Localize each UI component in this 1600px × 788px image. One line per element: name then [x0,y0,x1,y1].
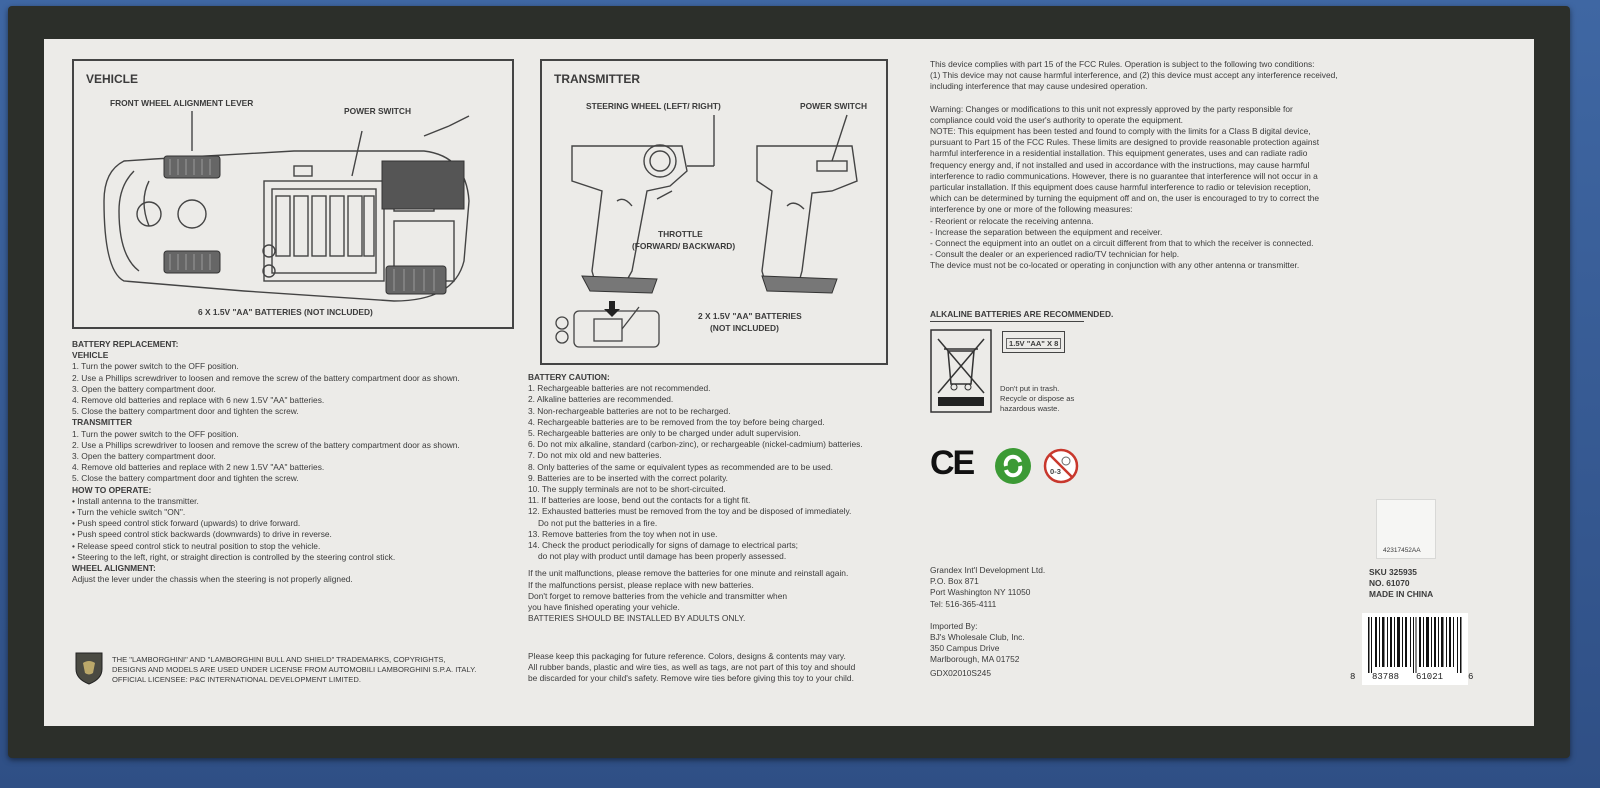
fcc-line: This device complies with part 15 of the FCC Rules. Operation is subject to the following two conditions: [930,59,1315,69]
fcc-line: NOTE: This equipment has been tested and found to comply with the limits for a Class B digital device, [930,126,1311,137]
operate-step: • Turn the vehicle switch "ON". [72,507,186,518]
how-to-operate-steps [72,496,460,563]
fcc-line: frequency energy and, if not installed and used in accordance with the instructions, may cause harmful [930,159,1310,170]
fcc-line: Warning: Changes or modifications to this unit not expressly approved by the party responsible for [930,103,1293,114]
caution-item: 14. Check the product periodically for signs of damage to electrical parts; [528,540,798,551]
operate-step: • Release speed control stick to neutral position to stop the vehicle. [72,540,321,551]
malfunction-notes [528,568,863,624]
fcc-line: The device must not be co-located or operating in conjunction with any other antenna or transmitter. [930,260,1300,271]
throttle-label: THROTTLE [658,229,703,239]
caution-item: 1. Rechargeable batteries are not recommended. [528,383,711,394]
transmitter-panel [540,59,888,365]
transmitter-battery-drawing [554,299,664,349]
age-warning-text: 0-3 [1050,467,1061,476]
importer-line: 350 Campus Drive [930,643,1000,654]
trademark-line: DESIGNS AND MODELS ARE USED UNDER LICENSE FROM AUTOMOBILI LAMBORGHINI S.P.A. ITALY. [112,665,477,674]
wheel-alignment-heading: WHEEL ALIGNMENT: [72,563,156,574]
sku-text: SKU 325935 [1369,567,1417,577]
fcc-line: - Consult the dealer or an experienced radio/TV technician for help. [930,249,1180,260]
fcc-line: interference to radio communications. However, there is no guarantee that interference will not occur in a [930,170,1318,181]
battery-caution-section [528,372,863,624]
caution-item: 7. Do not mix old and new batteries. [528,450,662,461]
fcc-line: compliance could void the user's authority to operate the equipment. [930,114,1184,125]
operate-step: • Steering to the left, right, or straight direction is controlled by the steering control stick. [72,551,396,562]
trash-note-line: Don't put in trash. [1000,384,1060,393]
battery-caution-heading: BATTERY CAUTION: [528,372,610,382]
caution-item: 11. If batteries are loose, bend out the contacts for a tight fit. [528,495,751,506]
box-label [44,39,1534,726]
importer-line: Marlborough, MA 01752 [930,654,1020,665]
vehicle-step: 5. Close the battery compartment door and tighten the screw. [72,406,299,417]
product-code: GDX02010S245 [930,667,991,678]
trademark-line: OFFICIAL LICENSEE: P&C INTERNATIONAL DEVELOPMENT LIMITED. [112,675,361,684]
malfunction-line: you have finished operating your vehicle. [528,602,680,613]
company-line: Grandex Int'l Development Ltd. [930,565,1046,575]
vehicle-steps [72,361,460,417]
caution-item: 9. Batteries are to be inserted with the correct polarity. [528,472,729,483]
malfunction-line: If the malfunctions persist, please replace with new batteries. [528,579,754,590]
trash-note-line: Recycle or dispose as [1000,394,1075,403]
alkaline-underline [930,321,1084,322]
caution-item: 4. Rechargeable batteries are to be removed from the toy before being charged. [528,416,825,427]
company-line: Port Washington NY 11050 [930,587,1031,598]
fcc-line: (1) This device may not cause harmful interference, and (2) this device must accept any interference received, [930,70,1338,81]
fcc-line: harmful interference in a residential installation. This equipment generates, uses and can radiate radio [930,148,1308,159]
fcc-line: - Reorient or relocate the receiving antenna. [930,215,1094,226]
battery-replacement-section [72,339,460,585]
caution-item: 5. Rechargeable batteries are only to be charged under adult supervision. [528,428,801,439]
vehicle-steps-heading: VEHICLE [72,350,109,361]
vehicle-panel [72,59,514,329]
importer-line: BJ's Wholesale Club, Inc. [930,632,1025,643]
barcode-digit-group: 8 [1350,672,1356,682]
throttle-direction-label: (FORWARD/ BACKWARD) [632,241,736,251]
fcc-line: - Increase the separation between the equipment and receiver. [930,226,1163,237]
operate-step: • Push speed control stick forward (upwards) to drive forward. [72,518,301,529]
vehicle-battery-label: 6 X 1.5V "AA" BATTERIES (NOT INCLUDED) [198,307,373,317]
caution-item: 3. Non-rechargeable batteries are not to be recharged. [528,405,731,416]
transmitter-step: 4. Remove old batteries and replace with 2 new 1.5V "AA" batteries. [72,462,325,473]
product-info [1369,567,1433,601]
sticker [1376,499,1436,559]
vehicle-title: VEHICLE [86,72,139,86]
vehicle-step: 1. Turn the power switch to the OFF position. [72,361,239,372]
battery-count-text: 1.5V "AA" X 8 [1006,338,1061,349]
caution-item: do not play with product until damage has been properly assessed. [538,551,787,562]
green-dot-recycle-icon [994,447,1032,485]
battery-caution-list [528,383,863,562]
caution-item: Do not put the batteries in a fire. [538,517,658,528]
operate-step: • Push speed control stick backwards (downwards) to drive in reverse. [72,529,332,540]
malfunction-line: If the unit malfunctions, please remove the batteries for one minute and reinstall again. [528,568,849,579]
item-number: NO. 61070 [1369,578,1410,589]
importer-line: Imported By: [930,620,978,631]
ce-mark: CE [930,444,974,482]
transmitter-battery-label: 2 X 1.5V "AA" BATTERIES [698,311,802,321]
vehicle-chassis-drawing [94,101,494,301]
packaging-note [528,651,855,685]
transmitter-step: 3. Open the battery compartment door. [72,451,216,462]
caution-item: 6. Do not mix alkaline, standard (carbon-zinc), or rechargeable (nickel-cadmium) batteries. [528,439,863,450]
vehicle-power-switch-label: POWER SWITCH [344,106,411,116]
transmitter-step: 2. Use a Phillips screwdriver to loosen and remove the screw of the battery compartment door as shown. [72,439,460,450]
caution-item: 8. Only batteries of the same or equivalent types as recommended are to be used. [528,461,833,472]
transmitter-steps-heading: TRANSMITTER [72,417,133,428]
transmitter-battery-note: (NOT INCLUDED) [710,323,779,333]
transmitter-step: 5. Close the battery compartment door and tighten the screw. [72,473,299,484]
vehicle-step: 2. Use a Phillips screwdriver to loosen and remove the screw of the battery compartment door as shown. [72,372,460,383]
trademark-text [112,655,476,685]
caution-item: 2. Alkaline batteries are recommended. [528,394,674,405]
fcc-line: pursuant to Part 15 of the FCC Rules. These limits are designed to provide reasonable protection against [930,137,1320,148]
packaging-line: Please keep this packaging for future reference. Colors, designs & contents may vary. [528,651,846,661]
barcode-digit-group: 61021 [1416,672,1444,682]
packaging-line: All rubber bands, plastic and wire ties, as well as tags, are not part of this toy and should [528,662,856,673]
operate-step: • Install antenna to the transmitter. [72,495,199,506]
trash-note [1000,384,1074,414]
transmitter-drawing [562,111,882,291]
barcode-digit-group: 83788 [1372,672,1400,682]
lamborghini-shield-icon [74,651,104,685]
fcc-line: - Connect the equipment into an outlet on a circuit different from that to which the receiver is connected. [930,238,1314,249]
transmitter-step: 1. Turn the power switch to the OFF position. [72,428,239,439]
company-line: Tel: 516-365-4111 [930,598,997,609]
vehicle-step: 3. Open the battery compartment door. [72,383,216,394]
fcc-line: which can be determined by turning the equipment off and on, the user is encouraged to try to correct the [930,193,1320,204]
transmitter-steps [72,429,460,485]
steering-wheel-label: STEERING WHEEL (LEFT/ RIGHT) [586,101,721,111]
front-wheel-label: FRONT WHEEL ALIGNMENT LEVER [110,98,254,108]
company-address [930,565,1045,679]
alkaline-heading: ALKALINE BATTERIES ARE RECOMMENDED. [930,309,1114,319]
malfunction-line: Don't forget to remove batteries from the vehicle and transmitter when [528,590,788,601]
fcc-line: interference by one or more of the following measures: [930,204,1133,215]
fcc-line: particular installation. If this equipment does cause harmful interference to radio or television reception, [930,182,1311,193]
caution-item: 12. Exhausted batteries must be removed from the toy and be disposed of immediately. [528,506,852,517]
caution-item: 10. The supply terminals are not to be short-circuited. [528,484,726,495]
barcode-digit-group: 6 [1468,672,1474,682]
sticker-code: 42317452AA [1383,547,1421,554]
made-in-text: MADE IN CHINA [1369,589,1434,600]
battery-count-badge [1002,331,1065,353]
transmitter-power-switch-label: POWER SWITCH [800,101,867,111]
malfunction-line: BATTERIES SHOULD BE INSTALLED BY ADULTS ONLY. [528,613,746,624]
packaging-line: be discarded for your child's safety. Remove wire ties before giving this toy to your child. [528,673,854,684]
wheel-alignment-text: Adjust the lever under the chassis when the steering is not properly aligned. [72,574,353,585]
fcc-line: including interference that may cause undesired operation. [930,81,1148,92]
fcc-statement [930,59,1338,272]
how-to-operate-heading: HOW TO OPERATE: [72,484,152,495]
trademark-line: THE "LAMBORGHINI" AND "LAMBORGHINI BULL AND SHIELD" TRADEMARKS, COPYRIGHTS, [112,655,446,664]
battery-replacement-heading: BATTERY REPLACEMENT: [72,339,179,349]
barcode-bars [1366,617,1464,673]
company-line: P.O. Box 871 [930,576,979,587]
age-warning-icon [1042,447,1080,485]
trash-note-line: hazardous waste. [1000,404,1060,413]
caution-item: 13. Remove batteries from the toy when not in use. [528,528,718,539]
crossed-bin-icon [930,329,992,413]
vehicle-step: 4. Remove old batteries and replace with 6 new 1.5V "AA" batteries. [72,395,325,406]
transmitter-title: TRANSMITTER [554,72,640,86]
